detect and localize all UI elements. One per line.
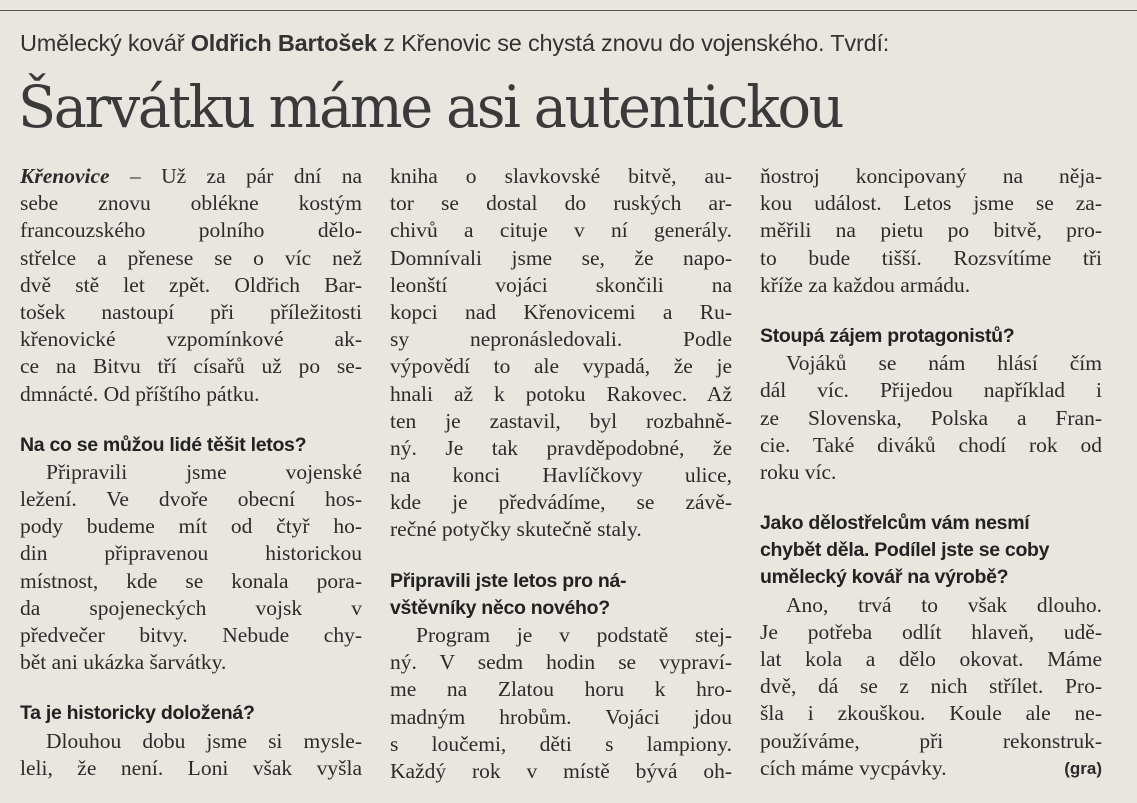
- text-line: [390, 622, 732, 649]
- text-line: [20, 459, 362, 486]
- text-line: [760, 163, 1102, 190]
- text-line: [390, 435, 732, 462]
- line-text: dmnácté. Od příštího pátku.: [20, 381, 260, 406]
- text-line: [390, 272, 732, 299]
- text-line: [760, 700, 1102, 727]
- line-text: místnost, kde se konala pora-: [20, 568, 362, 593]
- interview-question: vštěvníky něco nového?: [390, 596, 610, 619]
- author-byline: (gra): [1064, 758, 1102, 778]
- text-line: [390, 163, 732, 190]
- text-line: [20, 217, 362, 244]
- interview-question: Jako dělostřelcům vám nesmí: [760, 512, 1030, 535]
- line-text: roku víc.: [760, 459, 837, 484]
- text-line: [760, 377, 1102, 404]
- line-text: me na Zlatou horu k hro-: [390, 677, 732, 702]
- line-text: Ano, trvá to však dlouho.: [786, 592, 1102, 617]
- line-text: šla i zkouškou. Koule ale ne-: [760, 701, 1102, 726]
- line-text: ze Slovenska, Polska a Fran-: [760, 405, 1102, 430]
- headline: Šarvátku máme asi autentickou: [18, 73, 843, 141]
- text-line: [20, 272, 362, 299]
- line-text: ce na Bitvu tří císařů už po se-: [20, 354, 362, 379]
- text-line: [760, 673, 1102, 700]
- text-line: [390, 676, 732, 703]
- text-line: [20, 513, 362, 540]
- text-line: [20, 381, 362, 408]
- text-line: [20, 755, 362, 782]
- line-text: Program je v podstatě stej-: [416, 623, 732, 647]
- text-line: [20, 595, 362, 622]
- line-text: lat kola a dělo okovat. Máme: [760, 647, 1102, 671]
- dateline-place: Křenovice: [20, 164, 110, 188]
- kicker-name: Oldřich Bartošek: [190, 30, 377, 56]
- line-text: Každý rok v místě bývá oh-: [390, 758, 732, 783]
- text-line: [760, 432, 1102, 459]
- text-line: [760, 459, 1102, 486]
- text-line: [20, 163, 362, 190]
- line-text: hnali až k potoku Rakovec. Až: [390, 381, 732, 406]
- line-text: kopci nad Křenovicemi a Ru-: [390, 299, 732, 324]
- interview-question: Ta je historicky doložená?: [20, 702, 255, 725]
- text-line: [760, 755, 1102, 782]
- text-line: [20, 649, 362, 676]
- text-line: [20, 245, 362, 272]
- text-line: [760, 646, 1102, 673]
- text-line: [20, 353, 362, 380]
- line-text: leonští vojáci skončili na: [390, 272, 732, 297]
- line-text: Domnívali jsme se, že napo-: [390, 245, 732, 270]
- line-text: kniha o slavkovské bitvě, au-: [390, 164, 732, 188]
- line-text: ný. Je tak pravděpodobné, že: [390, 435, 732, 460]
- text-line: [390, 408, 732, 435]
- line-text: ležení. Ve dvoře obecní hos-: [20, 487, 362, 512]
- kicker: [20, 30, 1130, 57]
- text-line: [20, 326, 362, 353]
- text-line: [20, 540, 362, 567]
- line-text: s loučemi, děti s lampiony.: [390, 731, 732, 756]
- text-line: [760, 592, 1102, 619]
- kicker-post: z Křenovic se chystá znovu do vojenského. Tvrdí:: [376, 30, 890, 56]
- article-column-1: [20, 163, 362, 782]
- line-text: da spojeneckých vojsk v: [20, 595, 362, 620]
- line-text: rečné potyčky skutečně staly.: [390, 517, 642, 542]
- text-line: [20, 299, 362, 326]
- line-text: din připravenou historickou: [20, 541, 362, 566]
- text-line: [390, 381, 732, 408]
- line-text: pody budeme mít od čtyř ho-: [20, 514, 362, 539]
- interview-question: chybět děla. Podílel jste se coby: [760, 539, 1050, 562]
- text-line: [390, 217, 732, 244]
- line-text: to bude tišší. Rozsvítíme tři: [760, 245, 1102, 270]
- line-text: křenovické vzpomínkové ak-: [20, 327, 362, 352]
- text-line: [760, 245, 1102, 272]
- line-text: sebe znovu oblékne kostým: [20, 191, 362, 216]
- line-text: tošek nastoupí při příležitosti: [20, 299, 362, 324]
- text-line: [390, 758, 732, 785]
- line-text: Dlouhou dobu jsme si mysle-: [46, 728, 362, 753]
- paragraph-gap: [760, 486, 1102, 510]
- kicker-pre: Umělecký kovář: [20, 30, 191, 56]
- text-line: [20, 486, 362, 513]
- line-text: ný. V sedm hodin se vypraví-: [390, 650, 732, 675]
- interview-question: Stoupá zájem protagonistů?: [760, 324, 1015, 347]
- line-text: Vojáků se nám hlásí čím: [786, 351, 1102, 376]
- line-text: dvě stě let zpět. Oldřich Bar-: [20, 272, 362, 297]
- text-line: [20, 728, 362, 755]
- text-line: [390, 245, 732, 272]
- line-text: francouzského polního dělo-: [20, 218, 362, 243]
- line-text: kde je předvádíme, se závě-: [390, 490, 732, 515]
- line-text: bět ani ukázka šarvátky.: [20, 650, 227, 675]
- text-line: [390, 731, 732, 758]
- line-text: předvečer bitvy. Nebude chy-: [20, 623, 362, 647]
- article-column-3: [760, 163, 1102, 782]
- line-text: leli, že není. Loni však vyšla: [20, 755, 362, 780]
- line-text: sy nepronásledovali. Podle: [390, 327, 732, 352]
- text-line: [390, 326, 732, 353]
- top-rule: [0, 0, 1137, 11]
- line-text: kou událost. Letos jsme se za-: [760, 191, 1102, 216]
- line-text: – Už za pár dní na: [109, 164, 362, 188]
- text-line: [760, 728, 1102, 755]
- text-line: [760, 190, 1102, 217]
- line-text: Je potřeba odlít hlaveň, udě-: [760, 619, 1102, 644]
- paragraph-gap: [390, 544, 732, 568]
- paragraph-gap: [760, 299, 1102, 323]
- line-text: chivů a cituje v ní generály.: [390, 218, 732, 243]
- text-line: [390, 649, 732, 676]
- text-line: [20, 568, 362, 595]
- interview-question: Připravili jste letos pro ná-: [390, 569, 627, 592]
- line-text: výpovědí to ale vypadá, že je: [390, 354, 732, 379]
- text-line: [390, 462, 732, 489]
- text-line: [390, 190, 732, 217]
- text-line: [760, 350, 1102, 377]
- text-line: [20, 622, 362, 649]
- interview-question: Na co se můžou lidé těšit letos?: [20, 433, 307, 456]
- line-text: cích máme vycpávky.: [760, 755, 947, 780]
- line-text: dvě, dá se z nich střílet. Pro-: [760, 674, 1102, 699]
- line-text: používáme, při rekonstruk-: [760, 728, 1102, 753]
- text-line: [390, 516, 732, 543]
- text-line: [760, 217, 1102, 244]
- line-text: ňostroj koncipovaný na něja-: [760, 164, 1102, 188]
- paragraph-gap: [20, 676, 362, 700]
- line-text: kříže za každou armádu.: [760, 272, 971, 297]
- text-line: [20, 190, 362, 217]
- text-line: [390, 704, 732, 731]
- text-line: [390, 353, 732, 380]
- line-text: cie. Také diváků chodí rok od: [760, 432, 1102, 457]
- text-line: [390, 489, 732, 516]
- line-text: měřili na pietu po bitvě, pro-: [760, 218, 1102, 243]
- line-text: střelce a přenese se o víc než: [20, 245, 362, 270]
- text-line: [760, 272, 1102, 299]
- article-column-2: [390, 163, 732, 785]
- paragraph-gap: [20, 408, 362, 432]
- interview-question: umělecký kovář na výrobě?: [760, 566, 1009, 589]
- text-line: [760, 405, 1102, 432]
- text-line: [760, 619, 1102, 646]
- text-line: [390, 299, 732, 326]
- line-text: dál víc. Přijedou například i: [760, 378, 1102, 403]
- line-text: madným hrobům. Vojáci jdou: [390, 704, 732, 729]
- line-text: tor se dostal do ruských ar-: [390, 191, 732, 216]
- line-text: na konci Havlíčkovy ulice,: [390, 463, 732, 488]
- line-text: Připravili jsme vojenské: [46, 459, 362, 484]
- line-text: ten je zastavil, byl rozbahně-: [390, 408, 732, 433]
